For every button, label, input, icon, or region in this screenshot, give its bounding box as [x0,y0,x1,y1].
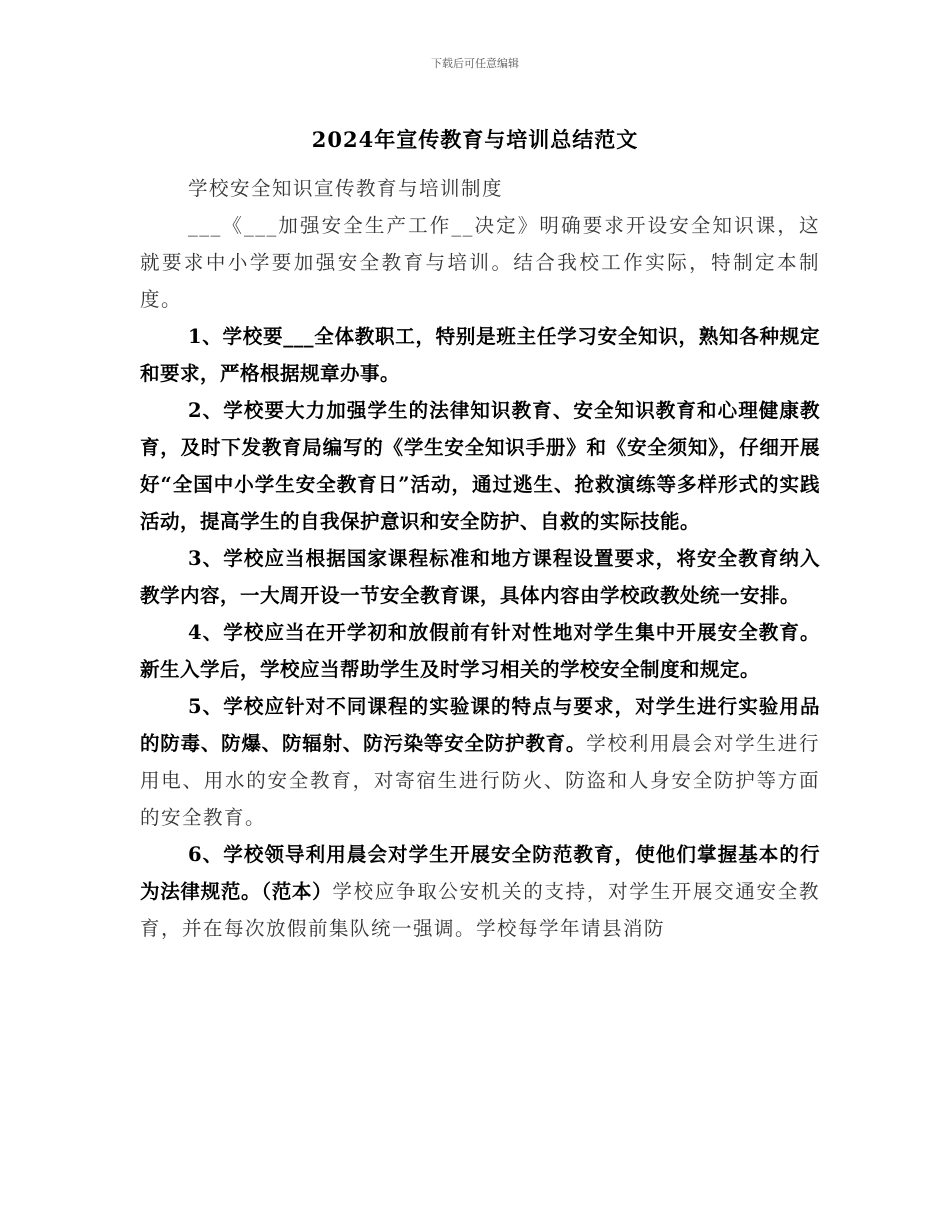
item-4-bold: 4、学校应当在开学初和放假前有针对性地对学生集中开展安全教育。新生入学后，学校应当帮助学生及时学习相关的学校安全制度和规定。 [140,621,820,681]
list-item [140,540,820,614]
header-note: 下载后可任意编辑 [431,57,519,70]
item-6-bold: 6、学校领导利用晨会对学生开展安全防范教育，使他们掌握基本的行为法律规范。（范本） [140,843,820,903]
list-item [140,688,820,836]
list-item [140,392,820,540]
item-3-bold: 3、学校应当根据国家课程标准和地方课程设置要求，将安全教育纳入教学内容，一大周开设一节安全教育课，具体内容由学校政教处统一安排。 [140,547,820,607]
item-1-bold: 1、学校要___全体教职工，特别是班主任学习安全知识，熟知各种规定和要求，严格根据规章办事。 [140,325,820,385]
intro-paragraph: ___《___加强安全生产工作__决定》明确要求开设安全知识课，这就要求中小学要加强安全教育与培训。结合我校工作实际，特制定本制度。 [140,214,820,311]
document-subtitle: 学校安全知识宣传教育与培训制度 [188,177,504,200]
item-2-bold: 2、学校要大力加强学生的法律知识教育、安全知识教育和心理健康教育，及时下发教育局编写的《学生安全知识手册》和《安全须知》，仔细开展好“全国中小学生安全教育日”活动，通过逃生、抢救演练等多样形式的实践活动，提高学生的自我保护意识和安全防护、自救的实际技能。 [140,399,820,533]
document-title: 2024年宣传教育与培训总结范文 [311,127,639,152]
item-5-light: 学校利用晨会对学生进行用电、用水的安全教育，对寄宿生进行防火、防盗和人身安全防护等方面的安全教育。 [140,732,820,829]
list-item [140,318,820,392]
document-body [140,170,820,947]
list-item [140,836,820,947]
list-item [140,614,820,688]
item-5-bold: 5、学校应针对不同课程的实验课的特点与要求，对学生进行实验用品的防毒、防爆、防辐射、防污染等安全防护教育。 [140,695,820,755]
item-6-light: 学校应争取公安机关的支持，对学生开展交通安全教育，并在每次放假前集队统一强调。学校每学年请县消防 [140,880,820,940]
